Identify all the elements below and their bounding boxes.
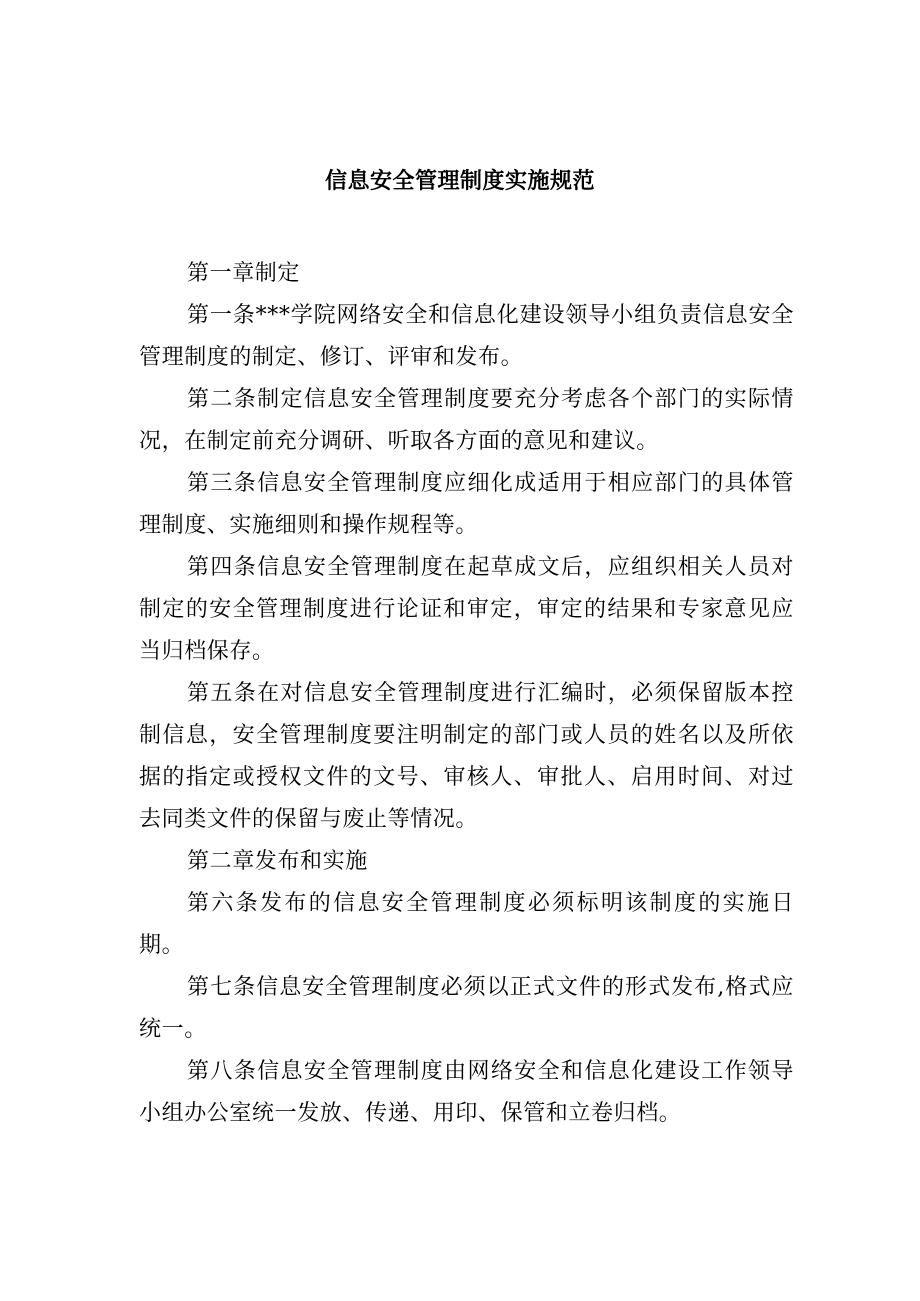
- article-6: 第六条发布的信息安全管理制度必须标明该制度的实施日期。: [139, 891, 794, 958]
- document-body: [139, 253, 794, 1135]
- chapter-heading-2: 第二章发布和实施: [187, 849, 368, 874]
- article-5: 第五条在对信息安全管理制度进行汇编时，必须保留版本控制信息，安全管理制度要注明制定的部门或人员的姓名以及所依据的指定或授权文件的文号、审核人、审批人、启用时间、对过去同类文件的保留与废止等情况。: [139, 681, 794, 832]
- article-3: 第三条信息安全管理制度应细化成适用于相应部门的具体管理制度、实施细则和操作规程等。: [139, 471, 794, 538]
- article-1: 第一条***学院网络安全和信息化建设领导小组负责信息安全管理制度的制定、修订、评审和发布。: [139, 303, 794, 370]
- article-2: 第二条制定信息安全管理制度要充分考虑各个部门的实际情况，在制定前充分调研、听取各方面的意见和建议。: [139, 387, 794, 454]
- article-4: 第四条信息安全管理制度在起草成文后，应组织相关人员对制定的安全管理制度进行论证和审定，审定的结果和专家意见应当归档保存。: [139, 555, 794, 664]
- document-title: 信息安全管理制度实施规范: [324, 168, 595, 194]
- article-8: 第八条信息安全管理制度由网络安全和信息化建设工作领导小组办公室统一发放、传递、用印、保管和立卷归档。: [139, 1059, 794, 1126]
- chapter-heading-1: 第一章制定: [187, 261, 301, 286]
- article-7: 第七条信息安全管理制度必须以正式文件的形式发布,格式应统一。: [139, 975, 794, 1042]
